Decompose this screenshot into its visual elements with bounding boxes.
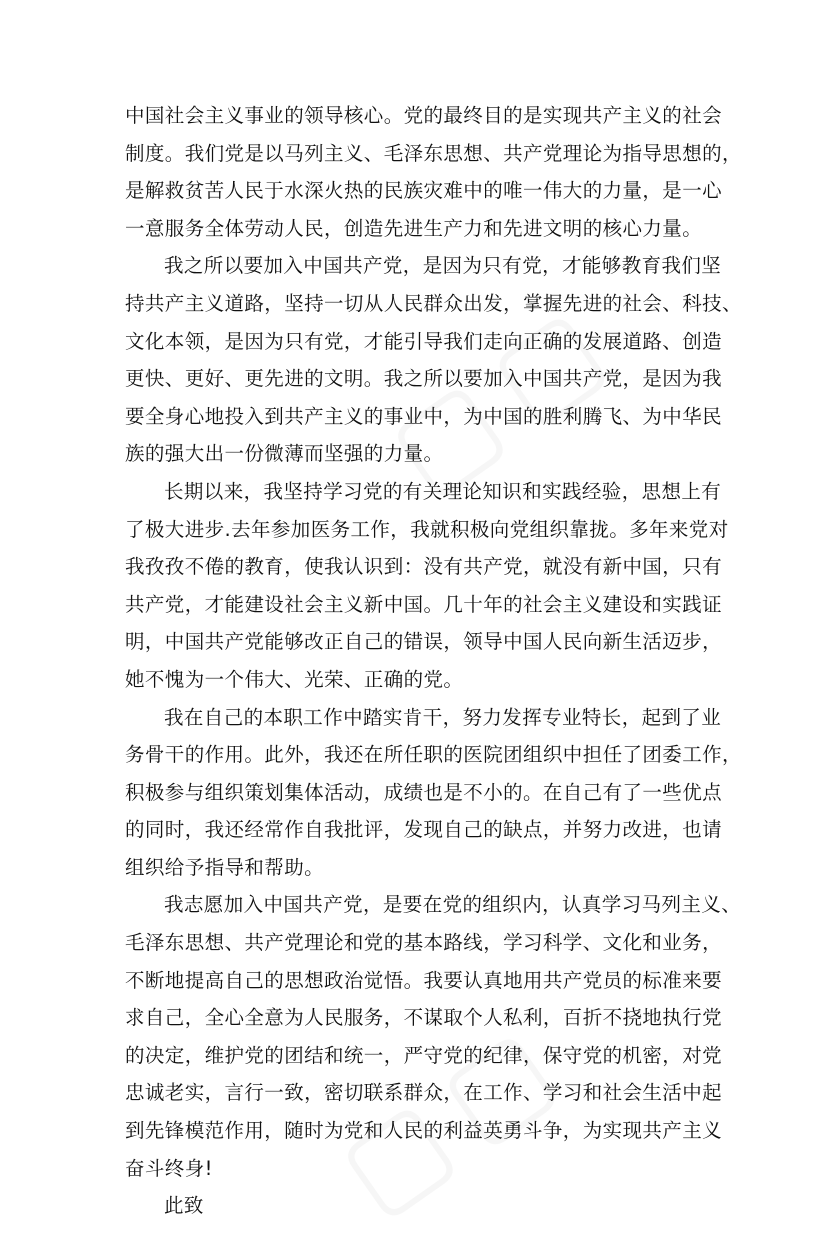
text-line: 我在自己的本职工作中踏实肯干，努力发挥专业特长，起到了业 [164,705,722,729]
text-line: 她不愧为一个伟大、光荣、正确的党。 [125,667,464,691]
document-body [125,97,742,1225]
text-line: 求自己，全心全意为人民服务，不谋取个人私利，百折不挠地执行党 [125,1006,723,1030]
text-line: 忠诚老实，言行一致，密切联系群众，在工作、学习和社会生活中起 [125,1081,723,1105]
text-line: 务骨干的作用。此外，我还在所任职的医院团组织中担任了团委工作， [125,743,742,767]
text-line: 长期以来，我坚持学习党的有关理论知识和实践经验，思想上有 [164,479,722,503]
text-line: 明，中国共产党能够改正自己的错误，领导中国人民向新生活迈步， [125,630,723,654]
text-line: 了极大进步.去年参加医务工作，我就积极向党组织靠拢。多年来党对 [125,517,729,541]
text-line: 奋斗终身! [125,1156,213,1180]
text-line: 的决定，维护党的团结和统一，严守党的纪律，保守党的机密，对党 [125,1043,723,1067]
text-line: 毛泽东思想、共产党理论和党的基本路线，学习科学、文化和业务， [125,931,723,955]
text-line: 到先锋模范作用，随时为党和人民的利益英勇斗争，为实现共产主义 [125,1119,723,1143]
text-line: 族的强大出一份微薄而坚强的力量。 [125,442,444,466]
text-line: 要全身心地投入到共产主义的事业中，为中国的胜利腾飞、为中华民 [125,404,723,428]
text-line: 共产党，才能建设社会主义新中国。几十年的社会主义建设和实践证 [125,592,723,616]
text-line: 中国社会主义事业的领导核心。党的最终目的是实现共产主义的社会 [125,104,723,127]
text-line: 不断地提高自己的思想政治觉悟。我要认真地用共产党员的标准来要 [125,968,723,992]
text-line: 一意服务全体劳动人民，创造先进生产力和先进文明的核心力量。 [125,216,703,240]
text-line: 我之所以要加入中国共产党，是因为只有党，才能够教育我们坚 [164,254,722,278]
text-line: 组织给予指导和帮助。 [125,855,325,879]
text-line: 是解救贫苦人民于水深火热的民族灾难中的唯一伟大的力量，是一心 [125,179,723,203]
text-line: 持共产主义道路，坚持一切从人民群众出发，掌握先进的社会、科技、 [125,291,742,315]
text-line: 我志愿加入中国共产党，是要在党的组织内，认真学习马列主义、 [164,893,742,917]
text-line: 的同时，我还经常作自我批评，发现自己的缺点，并努力改进，也请 [125,818,723,842]
text-line: 积极参与组织策划集体活动，成绩也是不小的。在自己有了一些优点 [125,780,723,804]
text-line: 此致 [164,1194,204,1218]
text-line: 制度。我们党是以马列主义、毛泽东思想、共产党理论为指导思想的， [125,141,742,165]
text-line: 更快、更好、更先进的文明。我之所以要加入中国共产党，是因为我 [125,367,723,391]
text-line: 我孜孜不倦的教育，使我认识到：没有共产党，就没有新中国，只有 [125,555,723,579]
text-line: 文化本领，是因为只有党，才能引导我们走向正确的发展道路、创造 [125,329,723,353]
